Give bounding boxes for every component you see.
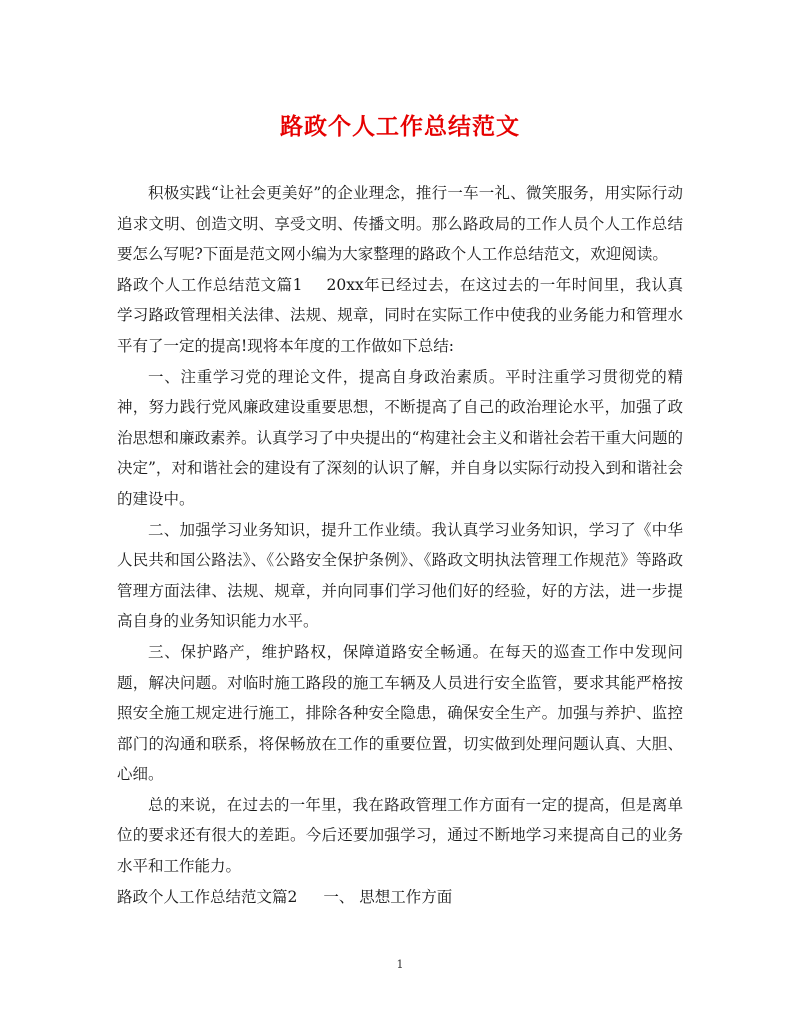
section-1-paragraph-2: 二、加强学习业务知识，提升工作业绩。我认真学习业务知识，学习了《中华人民共和国公路法》、《公路安全保护条例》、《路政文明执法管理工作规范》等路政管理方面法律、法规、规章，并向同事们学习他们好的经验，好的方法，进一步提高自身的业务知识能力水平。: [117, 520, 683, 631]
section-2-lead: 一、 思想工作方面: [323, 887, 453, 906]
page-number: 1: [396, 958, 404, 971]
section-1-block: [117, 270, 683, 362]
section-1-heading: 路政个人工作总结范文篇1: [117, 275, 303, 294]
section-1-paragraph-4: 总的来说，在过去的一年里，我在路政管理工作方面有一定的提高，但是离单位的要求还有很大的差距。今后还要加强学习，通过不断地学习来提高自己的业务水平和工作能力。: [117, 795, 683, 876]
section-1-paragraph-3: 三、保护路产，维护路权，保障道路安全畅通。在每天的巡查工作中发现问题，解决问题。对临时施工路段的施工车辆及人员进行安全监管，要求其能严格按照安全施工规定进行施工，排除各种安全隐患，确保安全生产。加强与养护、监控部门的沟通和联系，将保畅放在工作的重要位置，切实做到处理问题认真、大胆、心细。: [117, 642, 683, 784]
page-title: 路政个人工作总结范文: [280, 113, 520, 140]
section-2-block: [117, 882, 683, 913]
section-1-paragraph-1: 一、注重学习党的理论文件，提高自身政治素质。平时注重学习贯彻党的精神，努力践行党风廉政建设重要思想，不断提高了自己的政治理论水平，加强了政治思想和廉政素养。认真学习了中央提出的“构建社会主义和谐社会若干重大问题的决定”，对和谐社会的建设有了深刻的认识了解，并自身以实际行动投入到和谐社会的建设中。: [117, 367, 683, 508]
section-2-heading: 路政个人工作总结范文篇2: [117, 887, 298, 906]
section-1-lead: 20xx年已经过去，在这过去的一年时间里，我认真学习路政管理相关法律、法规、规章，同时在实际工作中使我的业务能力和管理水平有了一定的提高!现将本年度的工作做如下总结:: [117, 275, 683, 355]
intro-paragraph: 积极实践“让社会更美好”的企业理念，推行一车一礼、微笑服务，用实际行动追求文明、创造文明、享受文明、传播文明。那么路政局的工作人员个人工作总结要怎么写呢?下面是范文网小编为大家整理的路政个人工作总结范文，欢迎阅读。: [117, 184, 683, 264]
document-body: [117, 178, 683, 912]
